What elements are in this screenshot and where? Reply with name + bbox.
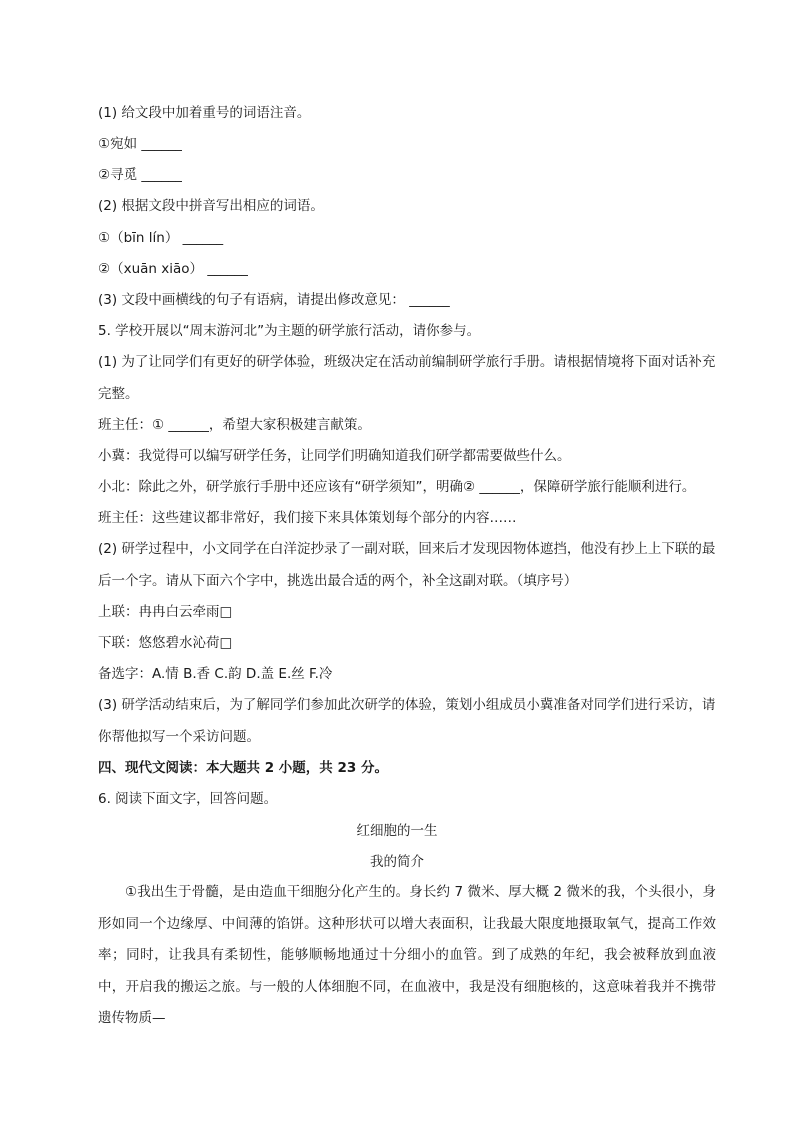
q4-item-wanru: ①宛如 ______ [98,136,182,152]
q6-prompt: 6. 阅读下面文字，回答问题。 [98,791,278,807]
q5-subquestion-1: (1) 为了让同学们有更好的研学体验，班级决定在活动前编制研学旅行手册。请根据情境将下面对话补充 [98,354,716,370]
q5-prompt: 5. 学校开展以“周末游河北”为主题的研学旅行活动，请你参与。 [98,323,481,339]
q4-subquestion-1: (1) 给文段中加着重号的词语注音。 [98,105,311,121]
q5-subquestion-1-cont: 完整。 [98,386,139,402]
section-4-heading: 四、现代文阅读：本大题共 2 小题，共 23 分。 [98,760,388,776]
q4-item-xuanxiao: ②（xuān xiāo） ______ [98,261,248,277]
article-title: 红细胞的一生 [356,823,438,839]
dialogue-teacher-1: 班主任：① ______，希望大家积极建言献策。 [98,417,371,433]
article-subtitle: 我的简介 [370,854,424,870]
q5-subquestion-3-cont: 你帮他拟写一个采访问题。 [98,729,260,745]
candidate-characters: 备选字：A.情 B.香 C.韵 D.盖 E.丝 F.冷 [98,666,333,682]
q4-subquestion-3: (3) 文段中画横线的句子有语病，请提出修改意见： ______ [98,292,450,308]
dialogue-xiaobei: 小北：除此之外，研学旅行手册中还应该有“研学须知”，明确② ______，保障研学旅行能顺利进行。 [98,479,696,495]
article-paragraph-1: ①我出生于骨髓，是由造血干细胞分化产生的。身长约 7 微米、厚大概 2 微米的我，个头很小，身形如同一个边缘厚、中间薄的馅饼。这种形状可以增大表面积，让我最大限度地摄取氧气，提高工作效率；同时，让我具有柔韧性，能够顺畅地通过十分细小的血管。到了成熟的年纪，我会被释放到血液中，开启我的搬运之旅。与一般的人体细胞不同，在血液中，我是没有细胞核的，这意味着我并不携带遗传物质— [98,884,716,1026]
q5-subquestion-2: (2) 研学过程中，小文同学在白洋淀抄录了一副对联，回来后才发现因物体遮挡，他没有抄上上下联的最 [98,541,716,557]
couplet-lower: 下联：悠悠碧水沁荷□ [98,635,233,651]
q4-item-xunmi: ②寻觅 ______ [98,167,182,183]
dialogue-xiaoji: 小冀：我觉得可以编写研学任务，让同学们明确知道我们研学都需要做些什么。 [98,448,571,464]
q5-subquestion-2-cont: 后一个字。请从下面六个字中，挑选出最合适的两个，补全这副对联。（填序号） [98,573,578,589]
dialogue-teacher-2: 班主任：这些建议都非常好，我们接下来具体策划每个部分的内容…… [98,510,517,526]
couplet-upper: 上联：冉冉白云牵雨□ [98,604,233,620]
q4-item-binlin: ①（bīn lín） ______ [98,230,224,246]
q5-subquestion-3: (3) 研学活动结束后，为了解同学们参加此次研学的体验，策划小组成员小冀准备对同学们进行采访，请 [98,697,716,713]
q4-subquestion-2: (2) 根据文段中拼音写出相应的词语。 [98,198,324,214]
